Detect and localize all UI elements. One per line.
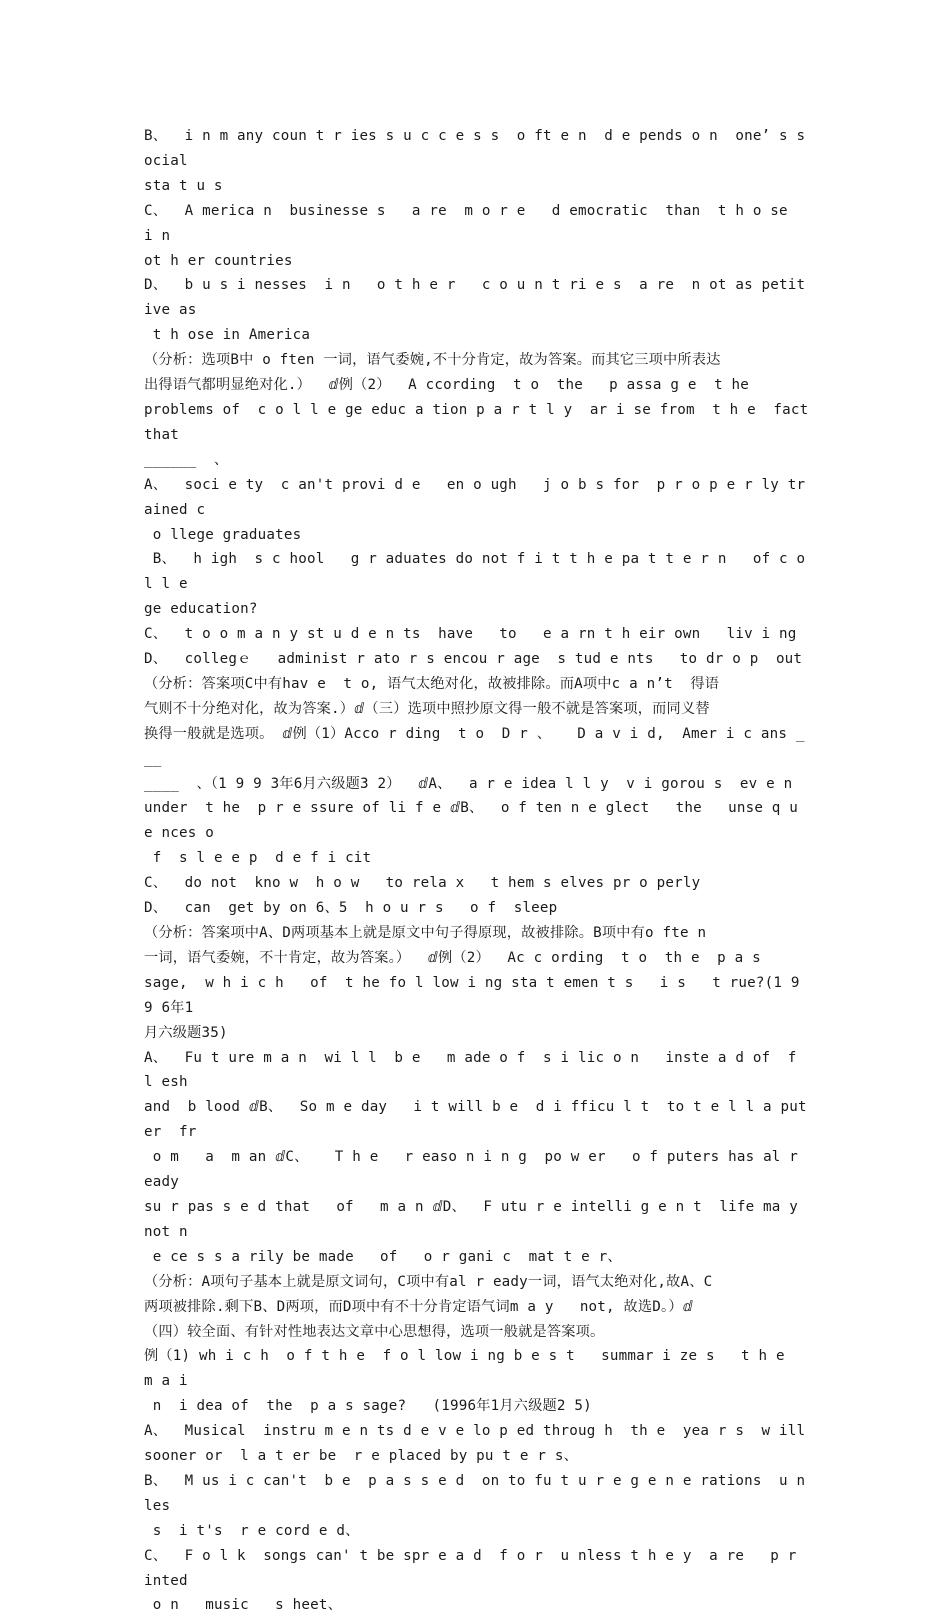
text-line: su r pas s e d that of m a n ⅆD、 F utu r e intelli g e n t life ma y not n xyxy=(144,1198,816,1240)
text-line: sta t u s xyxy=(144,177,223,194)
text-line: e ce s s a rily be made of o r gani c mat t e r、 xyxy=(144,1248,622,1265)
text-line: B、 M us i c can't b e p a s s e d on to fu t u r e g e n e rations u nles xyxy=(144,1472,806,1514)
text-line: （四）较全面、有针对性地表达文章中心思想得，选项一般就是答案项。 xyxy=(144,1323,605,1340)
text-line: sage, w h i c h of t he fo l low i ng sta t emen t s i s t rue?(1 9 9 6年1 xyxy=(144,974,809,1016)
text-line: （分析：A项句子基本上就是原文词句，C项中有al r eady一词，语气太绝对化,故A、C xyxy=(144,1273,713,1290)
text-line: C、 do not kno w h o w to rela x t hem s elves pr o perly xyxy=(144,875,701,892)
text-line: and b lood ⅆB、 So m e day i t will b e d i fficu l t to t e l l a puter fr xyxy=(144,1099,807,1141)
text-line: 换得一般就是选项。 ⅆ例（1）Acco r ding t o D r 、 D a v i d, Amer i c ans ___ xyxy=(144,725,805,767)
document-page xyxy=(144,124,826,1618)
text-line: （分析：答案项C中有hav e t o, 语气太绝对化，故被排除。而A项中c a n’t 得语 xyxy=(144,675,720,692)
text-line: C、 t o o m a n y st u d e n ts have to e a rn t h eir own liv i ng xyxy=(144,626,797,643)
text-line: 气则不十分绝对化，故为答案.）ⅆ（三）选项中照抄原文得一般不就是答案项，而同义替 xyxy=(144,700,710,717)
text-line: 出得语气都明显绝对化.） ⅆ例（2） A ccording t o the p assa g e t he xyxy=(144,377,750,394)
text-line: ______ 、 xyxy=(144,451,229,468)
text-line: sooner or l a t er be r e placed by pu t e r s、 xyxy=(144,1448,578,1465)
text-line: （分析：选项B中 o ften 一词，语气委婉,不十分肯定，故为答案。而其它三项中所表达 xyxy=(144,352,721,369)
text-line: A、 soci e ty c an't provi d e en o ugh j o b s for p r o p e r ly trained c xyxy=(144,476,806,518)
text-line: ____ 、（1 9 9 3年6月六级题3 2） ⅆA、 a r e idea l l y v i gorou s ev e n xyxy=(144,775,793,792)
text-line: n i dea of the p a s sage? (1996年1月六级题2 5) xyxy=(144,1398,592,1415)
text-line: under t he p r e ssure of li f e ⅆB、 o f ten n e glect the unse q u e nces o xyxy=(144,800,807,842)
text-line: （分析：答案项中A、D两项基本上就是原文中句子得原现，故被排除。B项中有o fte n xyxy=(144,925,707,941)
text-line: C、 A merica n businesse s a re m o r e d emocratic than t h o se i n xyxy=(144,202,806,244)
text-line: 例（1) wh i c h o f t h e f o l low i ng b e s t summar i ze s t h e m a i xyxy=(144,1348,803,1390)
text-line: 月六级题35) xyxy=(144,1024,228,1041)
text-line: ge education? xyxy=(144,601,258,618)
text-line: s i t's r e cord e d、 xyxy=(144,1522,360,1539)
text-line: A、 Fu t ure m a n wi l l b e m ade o f s i lic o n inste a d of f l esh xyxy=(144,1049,806,1091)
text-line: B、 i n m any coun t r ies s u c c e s s o ft e n d e pends o n one’ s social xyxy=(144,128,806,169)
text-line: D、 b u s i nesses i n o t h e r c o u n t ri e s a re n ot as petitive as xyxy=(144,277,806,319)
text-line: 两项被排除.剩下B、D两项，而D项中有不十分肯定语气词m a y not, 故选D。）ⅆ xyxy=(144,1298,693,1315)
text-line: A、 Musical instru m e n ts d e v e lo p ed throug h th e yea r s w ill xyxy=(144,1423,806,1440)
text-line: ot h er countries xyxy=(144,252,293,269)
text-line: o m a m an ⅆC、 T h e r easo n i n g po w er o f puters has al r eady xyxy=(144,1149,807,1191)
text-line: D、 collegｅ administ r ato r s encou r age s tud e nts to dr o p out xyxy=(144,651,803,668)
text-line: t h ose in America xyxy=(144,327,311,344)
text-line: C、 F o l k songs can' t be spr e a d f o r u nless t h e y a re p r inted xyxy=(144,1547,806,1589)
text-line: problems of c o l l e ge educ a tion p a r t l y ar i se from t h e fact that xyxy=(144,401,826,443)
text-line: o llege graduates xyxy=(144,526,302,543)
text-line: 一词，语气委婉，不十肯定，故为答案。） ⅆ例（2） Ac c ording t o th e p a s xyxy=(144,949,761,966)
text-line: f s l e e p d e f i cit xyxy=(144,850,372,867)
text-line: B、 h igh s c hool g r aduates do not f i t t h e pa t t e r n of c o l l e xyxy=(144,551,815,593)
text-line: o n music s heet、 xyxy=(144,1597,342,1614)
text-line: D、 can get by on 6、5 h o u r s o f sleep xyxy=(144,900,558,917)
